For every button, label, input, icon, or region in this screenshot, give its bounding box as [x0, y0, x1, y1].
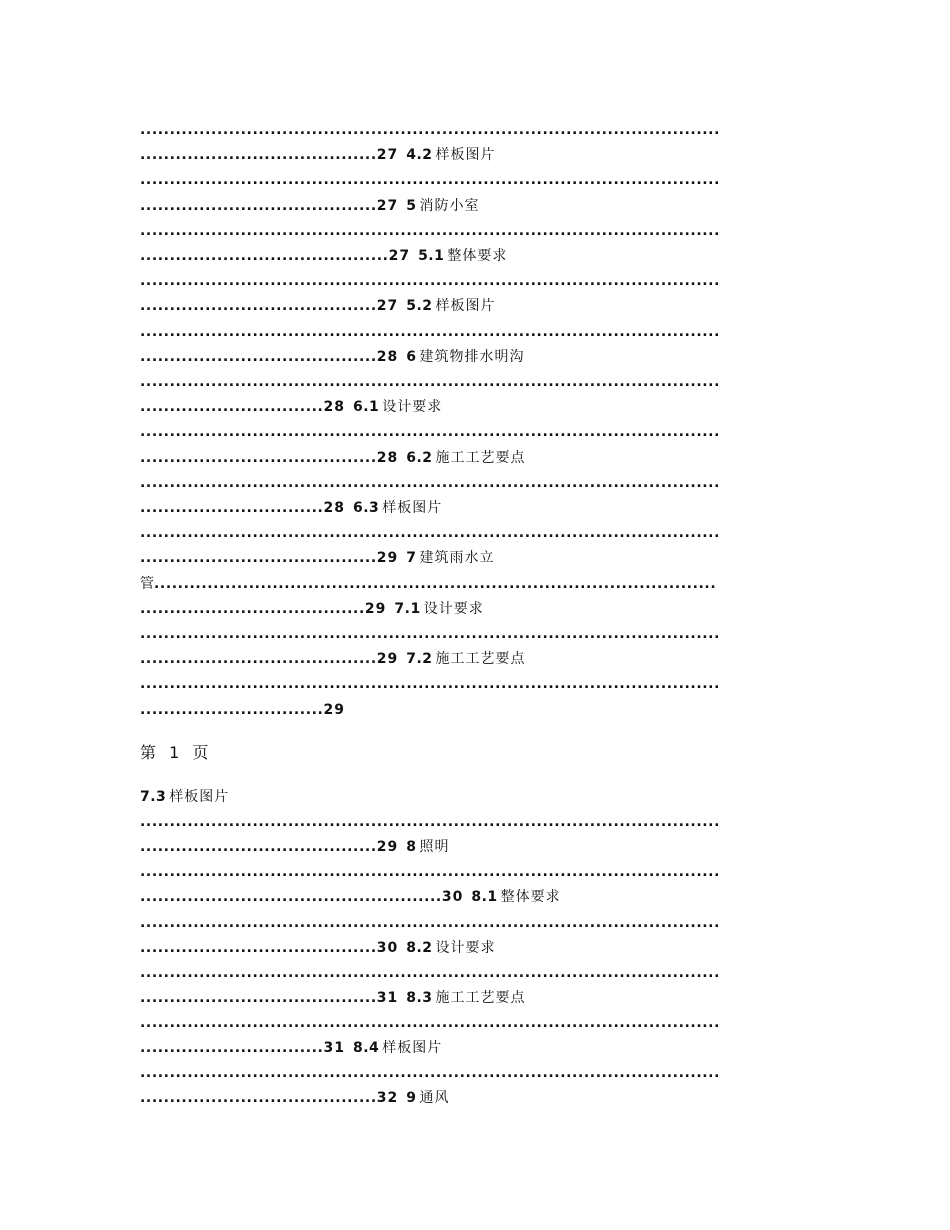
- toc-section-number: 6: [406, 348, 417, 365]
- toc-line: [140, 598, 484, 620]
- page-label-prefix: 第: [140, 743, 159, 762]
- toc-page-number: 29: [364, 600, 387, 617]
- toc-page-number: 27: [376, 197, 399, 214]
- toc-line: [140, 987, 526, 1009]
- toc-page-number: 30: [441, 889, 464, 906]
- toc-section-title: 建筑物排水明沟: [419, 348, 525, 365]
- toc-leader-dots: ..................................................................................................: [140, 474, 720, 491]
- toc-leader-dots: ..................................................................................................: [140, 172, 720, 189]
- toc-section-title: 消防小室: [419, 197, 480, 214]
- toc-leader-dots: ..........................................: [140, 248, 389, 264]
- toc-leader-dots: ........................................: [140, 147, 377, 164]
- toc-section-number: 6.3: [352, 500, 380, 516]
- toc-line: [140, 295, 496, 317]
- toc-section-title: 设计要求: [382, 399, 443, 416]
- toc-leader-dots: ..................................................................................................: [140, 1014, 720, 1031]
- toc-line: [140, 270, 720, 292]
- toc-line: [140, 962, 720, 984]
- toc-section-number: 6.1: [352, 399, 380, 416]
- toc-section-title: 整体要求: [447, 248, 508, 264]
- toc-section-title: 通风: [419, 1090, 450, 1107]
- toc-leader-dots: ..................................................................................................: [140, 374, 720, 390]
- toc-leader-dots: ...............................................................................................: [154, 575, 717, 592]
- toc-section-title: 施工工艺要点: [435, 989, 526, 1006]
- toc-leader-dots: ..................................................................................................: [140, 814, 720, 831]
- toc-leader-dots: ...............................: [140, 500, 324, 516]
- toc-leader-dots: ........................................: [140, 1090, 377, 1107]
- toc-leader-dots: ..................................................................................................: [140, 122, 720, 138]
- toc-section-number: 9: [406, 1090, 417, 1107]
- page-footer: [140, 740, 214, 763]
- toc-line: [140, 1062, 720, 1084]
- toc-leader-dots: ..................................................................................................: [140, 626, 720, 642]
- toc-line: [140, 699, 345, 721]
- page-label-suffix: 页: [192, 743, 211, 762]
- toc-line: [140, 144, 496, 166]
- toc-page-number: 31: [376, 989, 399, 1006]
- toc-leader-dots: ........................................: [140, 348, 377, 365]
- toc-line: [140, 447, 526, 469]
- toc-line: [140, 836, 449, 858]
- toc-section-title: 设计要求: [435, 939, 496, 956]
- toc-page-number: 28: [323, 500, 345, 516]
- toc-leader-dots: ..................................................................................................: [140, 964, 720, 981]
- toc-line: [140, 673, 720, 695]
- toc-line: [140, 472, 720, 494]
- toc-line: [140, 346, 524, 368]
- toc-section-title: 样板图片: [435, 298, 496, 315]
- toc-section-number: 8.4: [352, 1040, 380, 1056]
- toc-line: [140, 119, 720, 141]
- toc-section-number: 5: [406, 197, 417, 214]
- toc-leader-dots: ...............................: [140, 1040, 324, 1056]
- toc-line: [140, 245, 507, 267]
- toc-line: [140, 1087, 449, 1109]
- toc-leader-dots: ..................................................................................................: [140, 424, 720, 441]
- toc-line: [140, 786, 229, 808]
- toc-line: [140, 547, 494, 569]
- toc-page-number: 30: [376, 939, 399, 956]
- toc-leader-dots: ........................................: [140, 939, 377, 956]
- toc-section-title: 整体要求: [500, 889, 561, 906]
- toc-leader-dots: ..................................................................................................: [140, 1065, 720, 1082]
- page-number: 1: [169, 743, 182, 762]
- toc-section-title: 施工工艺要点: [435, 449, 526, 466]
- toc-page-number: 28: [376, 348, 399, 365]
- toc-section-title: 样板图片: [382, 500, 443, 516]
- toc-section-title: 样板图片: [382, 1040, 443, 1056]
- toc-line: [140, 573, 716, 595]
- toc-section-number: 7: [406, 550, 417, 567]
- toc-section-number: 5.2: [406, 298, 433, 315]
- toc-section-number: 8.1: [471, 889, 498, 906]
- toc-page-number: 27: [388, 248, 411, 264]
- toc-line: [140, 1037, 442, 1059]
- toc-line: [140, 371, 720, 393]
- toc-section-number: 7.2: [406, 651, 433, 668]
- toc-line: [140, 861, 720, 883]
- toc-line: [140, 937, 496, 959]
- toc-leader-dots: ........................................: [140, 197, 377, 214]
- toc-page-number: 29: [376, 651, 399, 668]
- toc-leader-dots: ..................................................................................................: [140, 525, 720, 542]
- toc-page-number: 27: [376, 298, 399, 315]
- toc-line: [140, 497, 442, 519]
- toc-leader-dots: ...............................: [140, 399, 324, 416]
- toc-page-number: 29: [376, 550, 399, 567]
- toc-leader-dots: ........................................: [140, 651, 377, 668]
- toc-leader-dots: ...................................................: [140, 889, 442, 906]
- toc-prefix: 管: [140, 575, 154, 592]
- toc-section-number: 7.1: [394, 600, 421, 617]
- toc-section-number: 8.2: [406, 939, 433, 956]
- toc-section-number: 6.2: [406, 449, 433, 466]
- toc-section-title: 样板图片: [169, 789, 230, 805]
- toc-section-title: 样板图片: [435, 147, 496, 164]
- toc-line: [140, 648, 526, 670]
- toc-section-number: 4.2: [406, 147, 433, 164]
- toc-page-number: 31: [323, 1040, 345, 1056]
- toc-leader-dots: ..................................................................................................: [140, 273, 720, 290]
- toc-leader-dots: ...............................: [140, 701, 324, 718]
- toc-page-number: 29: [323, 701, 345, 718]
- toc-leader-dots: ........................................: [140, 989, 377, 1006]
- toc-page-number: 28: [323, 399, 345, 416]
- toc-section-number: 5.1: [418, 248, 445, 264]
- toc-line: [140, 522, 720, 544]
- toc-leader-dots: ..................................................................................................: [140, 914, 720, 931]
- toc-section-title: 建筑雨水立: [419, 550, 495, 567]
- toc-section-number: 8: [406, 839, 417, 856]
- toc-leader-dots: ..................................................................................................: [140, 676, 720, 693]
- toc-section-number: 7.3: [140, 789, 167, 805]
- toc-line: [140, 886, 561, 908]
- toc-page-number: 32: [376, 1090, 399, 1107]
- toc-page-number: 28: [376, 449, 399, 466]
- toc-line: [140, 421, 720, 443]
- toc-page-number: 27: [376, 147, 399, 164]
- toc-leader-dots: ........................................: [140, 839, 377, 856]
- toc-leader-dots: ........................................: [140, 449, 377, 466]
- toc-line: [140, 811, 720, 833]
- toc-leader-dots: ..................................................................................................: [140, 222, 720, 239]
- toc-line: [140, 912, 720, 934]
- toc-leader-dots: ......................................: [140, 600, 365, 617]
- toc-line: [140, 1012, 720, 1034]
- toc-line: [140, 169, 720, 191]
- toc-section-number: 8.3: [406, 989, 433, 1006]
- toc-line: [140, 623, 720, 645]
- toc-page-number: 29: [376, 839, 399, 856]
- toc-section-title: 设计要求: [423, 600, 484, 617]
- toc-line: [140, 220, 720, 242]
- toc-section-title: 照明: [419, 839, 450, 856]
- toc-line: [140, 321, 720, 343]
- toc-section-title: 施工工艺要点: [435, 651, 526, 668]
- toc-leader-dots: ........................................: [140, 298, 377, 315]
- toc-line: [140, 396, 442, 418]
- toc-line: [140, 195, 479, 217]
- toc-leader-dots: ..................................................................................................: [140, 864, 720, 881]
- toc-leader-dots: ..................................................................................................: [140, 323, 720, 340]
- toc-leader-dots: ........................................: [140, 550, 377, 567]
